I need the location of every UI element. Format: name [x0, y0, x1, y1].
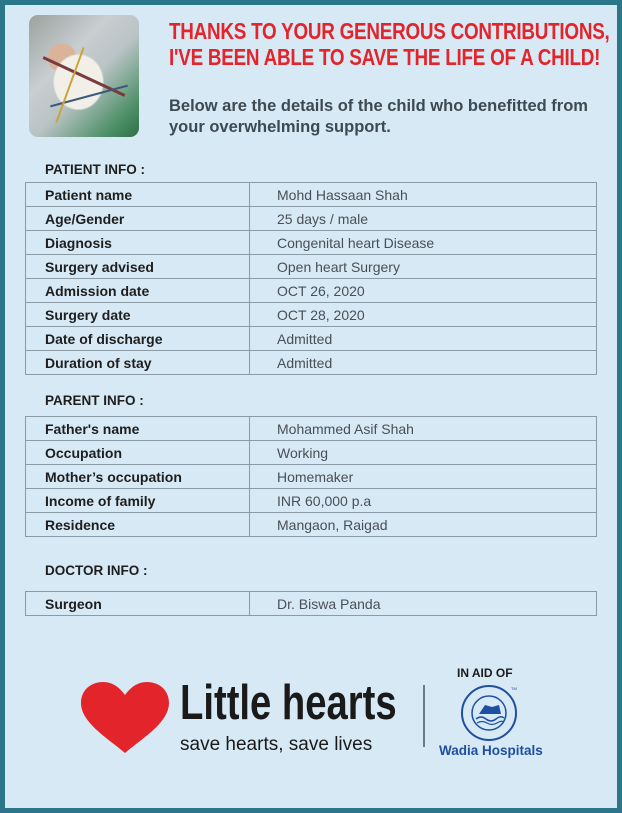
- row-label: Surgeon: [26, 592, 250, 616]
- in-aid-of-label: IN AID OF: [457, 666, 513, 680]
- table-row: [26, 255, 597, 279]
- row-value: Mohammed Asif Shah: [250, 417, 597, 441]
- table-row: [26, 231, 597, 255]
- row-value: Mangaon, Raigad: [250, 513, 597, 537]
- row-value: INR 60,000 p.a: [250, 489, 597, 513]
- hospital-name: Wadia Hospitals: [439, 743, 543, 758]
- row-label: Residence: [26, 513, 250, 537]
- row-label: Surgery advised: [26, 255, 250, 279]
- brand-tagline: save hearts, save lives: [180, 734, 373, 755]
- row-label: Patient name: [26, 183, 250, 207]
- child-photo: [29, 15, 139, 137]
- row-label: Age/Gender: [26, 207, 250, 231]
- headline-line-2: I'VE BEEN ABLE TO SAVE THE LIFE OF A CHILD!: [169, 44, 601, 70]
- brand-name: Little hearts: [180, 676, 397, 730]
- row-value: OCT 26, 2020: [250, 279, 597, 303]
- table-row: [26, 417, 597, 441]
- table-row: [26, 513, 597, 537]
- row-label: Duration of stay: [26, 351, 250, 375]
- table-row: [26, 279, 597, 303]
- row-value: Open heart Surgery: [250, 255, 597, 279]
- row-value: Working: [250, 441, 597, 465]
- parent-info-title: PARENT INFO :: [45, 393, 144, 408]
- row-label: Occupation: [26, 441, 250, 465]
- patient-info-title: PATIENT INFO :: [45, 162, 145, 177]
- doctor-info-table: [25, 591, 597, 616]
- row-label: Father's name: [26, 417, 250, 441]
- logo-divider: [423, 685, 425, 747]
- row-value: Mohd Hassaan Shah: [250, 183, 597, 207]
- svg-text:TM: TM: [511, 686, 517, 691]
- table-row: [26, 183, 597, 207]
- row-value: Admitted: [250, 351, 597, 375]
- row-value: OCT 28, 2020: [250, 303, 597, 327]
- row-label: Income of family: [26, 489, 250, 513]
- table-row: [26, 351, 597, 375]
- table-row: [26, 327, 597, 351]
- table-row: [26, 592, 597, 616]
- table-row: [26, 207, 597, 231]
- parent-info-table: [25, 416, 597, 537]
- headline-line-1: THANKS TO YOUR GENEROUS CONTRIBUTIONS,: [169, 18, 610, 44]
- row-label: Admission date: [26, 279, 250, 303]
- table-row: [26, 465, 597, 489]
- headline: [169, 18, 610, 70]
- photo-detail: [43, 56, 126, 97]
- row-label: Mother’s occupation: [26, 465, 250, 489]
- row-value: Admitted: [250, 327, 597, 351]
- row-value: Dr. Biswa Panda: [250, 592, 597, 616]
- row-value: 25 days / male: [250, 207, 597, 231]
- row-label: Surgery date: [26, 303, 250, 327]
- table-row: [26, 303, 597, 327]
- row-label: Date of discharge: [26, 327, 250, 351]
- row-value: Homemaker: [250, 465, 597, 489]
- subtext: Below are the details of the child who benefitted from your overwhelming support.: [169, 97, 588, 136]
- wadia-seal-icon: [459, 683, 519, 743]
- certificate-card: [5, 5, 617, 808]
- row-value: Congenital heart Disease: [250, 231, 597, 255]
- table-row: [26, 489, 597, 513]
- patient-info-table: [25, 182, 597, 375]
- doctor-info-title: DOCTOR INFO :: [45, 563, 148, 578]
- row-label: Diagnosis: [26, 231, 250, 255]
- heart-icon: [79, 681, 171, 755]
- table-row: [26, 441, 597, 465]
- photo-detail: [55, 47, 84, 123]
